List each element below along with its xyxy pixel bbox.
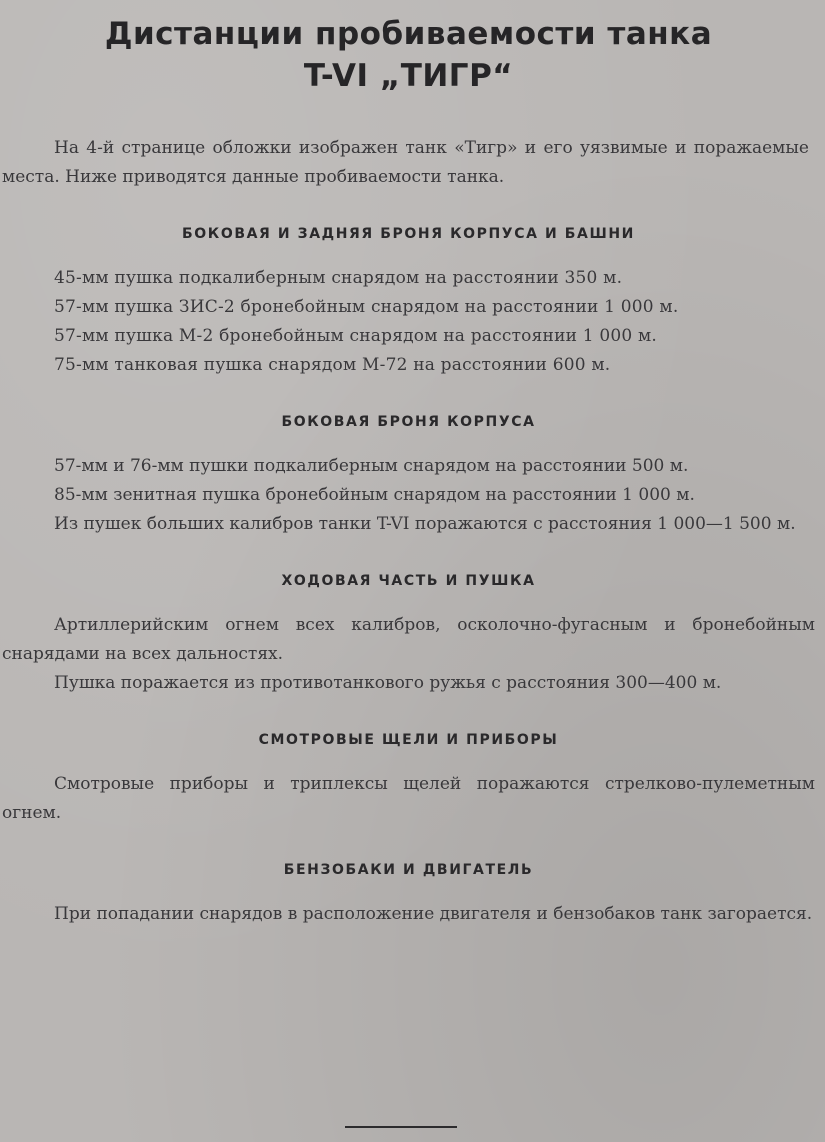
section-heading: ХОДОВАЯ ЧАСТЬ И ПУШКА [281, 573, 536, 589]
intro-paragraph: На 4-й странице обложки изображен танк «Тигр» и его уязвимые и поражаемые места. Ниже приводятся данные пробиваемости танка. [2, 138, 809, 187]
paragraph: 75-мм танковая пушка снарядом М-72 на расстоянии 600 м. [54, 355, 611, 375]
section-heading: БЕНЗОБАКИ И ДВИГАТЕЛЬ [283, 862, 534, 878]
title-line-1: Дистанции пробиваемости танка [104, 16, 713, 52]
paragraph: 57-мм и 76-мм пушки подкалиберным снарядом на расстоянии 500 м. [54, 456, 689, 476]
bottom-divider [345, 1126, 457, 1128]
paragraph: Смотровые приборы и триплексы щелей поражаются стрелково-пулеметным огнем. [2, 774, 815, 823]
section-vision-slits [2, 732, 815, 828]
section-heading: СМОТРОВЫЕ ЩЕЛИ И ПРИБОРЫ [258, 732, 559, 748]
paragraph: 85-мм зенитная пушка бронебойным снарядом на расстоянии 1 000 м. [54, 485, 695, 505]
section-running-gear-gun [2, 573, 815, 698]
paragraph: 57-мм пушка М-2 бронебойным снарядом на расстоянии 1 000 м. [54, 326, 658, 346]
section-heading: БОКОВАЯ БРОНЯ КОРПУСА [281, 414, 536, 430]
paragraph: Артиллерийским огнем всех калибров, осколочно-фугасным и бронебойным снарядами на всех дальностях. [2, 615, 815, 664]
section-side-rear-armor [2, 226, 815, 380]
paragraph: При попадании снарядов в расположение двигателя и бензобаков танк загорается. [54, 904, 813, 924]
paragraph: Из пушек больших калибров танки T-VI поражаются с расстояния 1 000—1 500 м. [54, 514, 796, 534]
page-title [2, 14, 815, 96]
paragraph: 45-мм пушка подкалиберным снарядом на расстоянии 350 м. [54, 268, 623, 288]
paragraph: Пушка поражается из противотанкового ружья с расстояния 300—400 м. [54, 673, 722, 693]
title-line-2: T-VI „ТИГР“ [303, 58, 514, 94]
section-side-hull-armor [2, 414, 815, 539]
section-fuel-tanks-engine [2, 862, 815, 929]
section-heading: БОКОВАЯ И ЗАДНЯЯ БРОНЯ КОРПУСА И БАШНИ [182, 226, 635, 242]
paragraph: 57-мм пушка ЗИС-2 бронебойным снарядом на расстоянии 1 000 м. [54, 297, 679, 317]
